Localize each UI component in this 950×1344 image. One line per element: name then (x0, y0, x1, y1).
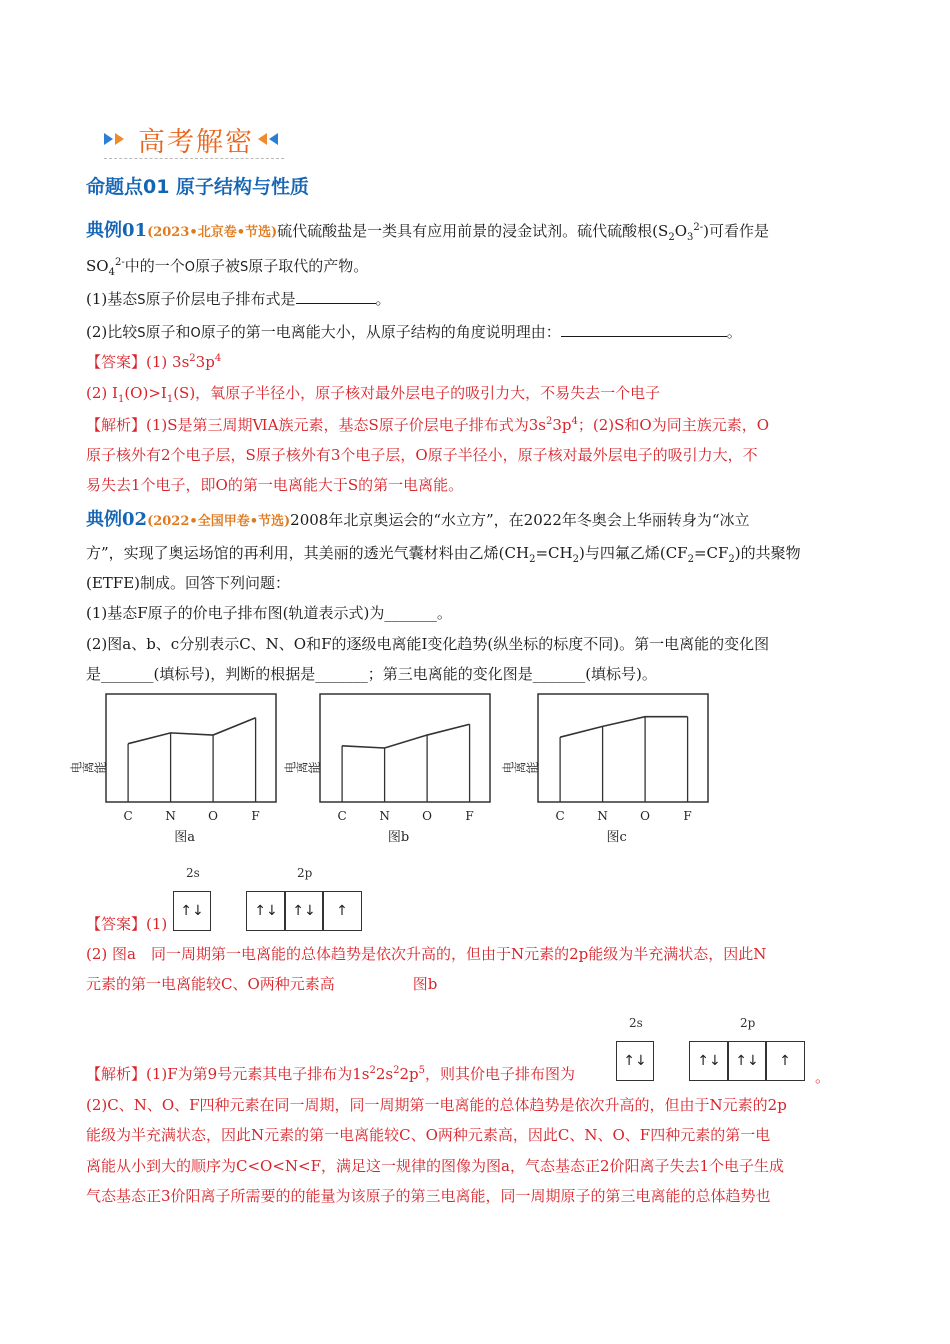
sup: 5 (418, 1065, 425, 1076)
text: 3p (195, 353, 215, 371)
header-title: 高考解密 (138, 127, 254, 158)
orbital-label-2s: 2s (186, 866, 200, 880)
text: ；(2)S和O为同主族元素，O (577, 416, 770, 434)
sup: 4 (214, 353, 222, 364)
text: S (137, 326, 146, 341)
text: 方”，实现了奥运场馆的再利用，其美丽的透光气囊材料由乙烯(CH (86, 544, 530, 562)
header-right-arrows-icon (258, 131, 284, 147)
chart-0 (70, 694, 306, 862)
x-tick-label: N (597, 809, 608, 823)
sup: 2- (693, 222, 704, 233)
text: 原子和 (145, 323, 191, 341)
text: S (137, 293, 146, 308)
sup: 2- (114, 257, 125, 268)
series-line (342, 724, 470, 748)
text: 原子取代的产物。 (248, 257, 369, 275)
chart-1 (284, 694, 520, 862)
chart-frame (106, 694, 276, 802)
text: 元素的第一电离能较C、O两种元素高 (86, 975, 335, 993)
ex2-answer-2-line1: (2) 图a 同一周期第一电离能的总体趋势是依次升高的，但由于N元素的2p能级为半充满状态，因此N (86, 945, 767, 963)
answer-blank[interactable]: _______ (384, 604, 437, 622)
ex1-text: 硫代硫酸盐是一类具有应用前景的浸金试剂。硫代硫酸根(S (277, 222, 669, 240)
x-tick-label: O (640, 809, 651, 823)
orbital-box-2p-1: ↑↓ (246, 891, 286, 931)
text: 原子被 (194, 257, 240, 275)
ex1-analysis-2: 原子核外有2个电子层，S原子核外有3个电子层，O原子半径小，原子核对最外层电子的吸引力大，不 (86, 446, 758, 464)
x-tick-label: O (208, 809, 219, 823)
ex2-line1 (86, 510, 750, 532)
header-divider (104, 158, 284, 159)
ex1-text-tail: )可看作是 (703, 222, 769, 240)
chart-2 (502, 694, 738, 862)
text: (1)基态F原子的价电子排布图(轨道表示式)为 (86, 604, 385, 622)
sub: 2 (728, 554, 735, 565)
sub: 2 (572, 554, 579, 565)
text: (2) I (86, 384, 118, 402)
ex2-analysis-3: 能级为半充满状态，因此N元素的第一电离能较C、O两种元素高，因此C、N、O、F四种元素的第一电 (86, 1126, 771, 1144)
ex2-analysis-4: 离能从小到大的顺序为C<O<N<F，满足这一规律的图像为图a，气态基态正2价阳离子失去1个电子生成 (86, 1157, 785, 1175)
ex2-q2-line2: 是_______(填标号)，判断的根据是_______；第三电离能的变化图是_______(填标号)。 (86, 665, 657, 683)
analysis-tag: 【解析】 (86, 1065, 147, 1083)
ex1-line2 (86, 256, 368, 278)
ex1-q2 (86, 322, 742, 344)
ex1-answer-1 (86, 352, 221, 372)
text: (1) (146, 915, 168, 933)
text: (1)基态 (86, 290, 138, 308)
text: 原子的第一电离能大小，从原子结构的角度说明理由： (200, 323, 561, 341)
ex1-source: (2023•北京卷•节选) (147, 225, 278, 240)
text: 。 (815, 1068, 831, 1086)
text: ，则其价电子排布图为 (425, 1065, 576, 1083)
x-tick-label: F (683, 809, 692, 823)
y-axis-label: 电离能 (284, 761, 320, 775)
text: 2s (375, 1065, 394, 1083)
sub: 1 (117, 394, 125, 405)
text: 3p (552, 416, 572, 434)
y-axis-label: 电离能 (502, 761, 538, 775)
orbital-label-2s: 2s (629, 1016, 643, 1030)
text: 图b (412, 975, 438, 993)
x-tick-label: C (555, 809, 565, 823)
ex1-label: 典例01 (86, 220, 148, 241)
ex2-line2 (86, 543, 801, 563)
series-line (128, 718, 256, 744)
orbital-box-2p-1: ↑↓ (689, 1041, 729, 1081)
text: 中的一个 (124, 257, 185, 275)
text: )与四氟乙烯(CF (578, 544, 688, 562)
sub: 2 (668, 232, 675, 243)
text: 。 (375, 290, 391, 308)
chart-caption: 图a (174, 830, 195, 845)
sup: 2 (393, 1065, 400, 1076)
x-tick-label: F (465, 809, 474, 823)
x-tick-label: C (337, 809, 347, 823)
text: O (184, 260, 195, 275)
orbital-box-2s: ↑↓ (616, 1041, 654, 1081)
x-tick-label: N (379, 809, 390, 823)
x-tick-label: N (165, 809, 176, 823)
header-left-arrows-icon (104, 131, 130, 147)
answer-tag: 【答案】 (86, 915, 147, 933)
text: 原子价层电子排布式是 (145, 290, 296, 308)
ex2-analysis-5: 气态基态正3价阳离子所需要的的能量为该原子的第三电离能，同一周期原子的第三电离能的总体趋势也 (86, 1187, 771, 1205)
text: (O)>I (124, 384, 167, 402)
ex2-q1 (86, 603, 452, 623)
y-axis-label: 电离能 (70, 761, 106, 775)
text: (1)S是第三周期ⅥA族元素，基态S原子价层电子排布式为3s (146, 416, 546, 434)
chart-frame (320, 694, 490, 802)
sup: 4 (571, 416, 578, 427)
chart-caption: 图c (606, 830, 627, 845)
orbital-box-2p-3: ↑ (765, 1041, 805, 1081)
answer-blank[interactable] (296, 289, 376, 304)
orbital-box-2p-2: ↑↓ (727, 1041, 767, 1081)
text: (2)比较 (86, 323, 138, 341)
orbital-box-2s: ↑↓ (173, 891, 211, 931)
chart-caption: 图b (387, 830, 410, 845)
series-line (560, 717, 688, 738)
ex2-label: 典例02 (86, 509, 148, 530)
ex2-answer-2-line2 (86, 974, 437, 994)
ex1-line1: 典例01(2023•北京卷•节选)硫代硫酸盐是一类具有应用前景的浸金试剂。硫代硫酸根$(S_2O_3^{2-})$可看作是 (86, 220, 769, 243)
orbital-box-2p-2: ↑↓ (284, 891, 324, 931)
text: (1) 3s (146, 353, 190, 371)
ex2-q2-line1: (2)图a、b、c分别表示C、N、O和F的逐级电离能Ⅰ变化趋势(纵坐标的标度不同)。第一电离能的变化图 (86, 635, 770, 653)
text: S (239, 260, 249, 275)
sub: 2 (529, 554, 536, 565)
sub: 3 (687, 232, 694, 243)
section-title: 命题点01 原子结构与性质 (86, 176, 310, 198)
sub: 2 (687, 554, 694, 565)
ex2-line3: (ETFE)制成。回答下列问题： (86, 574, 291, 592)
text: )的共聚物 (734, 544, 801, 562)
text: (S)，氧原子半径小，原子核对最外层电子的吸引力大，不易失去一个电子 (173, 384, 661, 402)
sub: 4 (108, 267, 115, 278)
text: 。 (726, 323, 742, 341)
chart-frame (538, 694, 708, 802)
text: O (190, 326, 201, 341)
ex1-answer-2 (86, 383, 660, 403)
ex2-answer-1 (86, 914, 167, 934)
ex2-source: (2022•全国甲卷•节选) (147, 514, 291, 529)
sup: 2 (545, 416, 553, 427)
text: 2008年北京奥运会的“水立方”，在2022年冬奥会上华丽转身为“冰立 (290, 511, 750, 529)
sup: 2 (189, 353, 196, 364)
ex1-q1 (86, 289, 391, 311)
text: 。 (436, 604, 452, 622)
analysis-tag: 【解析】 (86, 416, 147, 434)
x-tick-label: C (123, 809, 133, 823)
x-tick-label: F (251, 809, 260, 823)
text: SO (86, 257, 109, 275)
ex1-analysis-1 (86, 415, 769, 435)
sup: 2 (369, 1065, 376, 1076)
text: =CH (535, 544, 573, 562)
orbital-box-2p-3: ↑ (322, 891, 362, 931)
orbital-label-2p: 2p (297, 866, 313, 880)
answer-tag: 【答案】 (86, 353, 147, 371)
text: (1)F为第9号元素其电子排布为1s (146, 1065, 370, 1083)
text: =CF (693, 544, 729, 562)
ex2-analysis-2: (2)C、N、O、F四种元素在同一周期，同一周期第一电离能的总体趋势是依次升高的，但由于N元素的2p (86, 1096, 787, 1114)
text: 2p (399, 1065, 419, 1083)
sub: 1 (166, 394, 174, 405)
answer-blank[interactable] (561, 322, 727, 337)
ex2-analysis-1 (86, 1064, 575, 1084)
orbital-label-2p: 2p (740, 1016, 756, 1030)
ex1-analysis-3: 易失去1个电子，即O的第一电离能大于S的第一电离能。 (86, 476, 464, 494)
x-tick-label: O (422, 809, 433, 823)
